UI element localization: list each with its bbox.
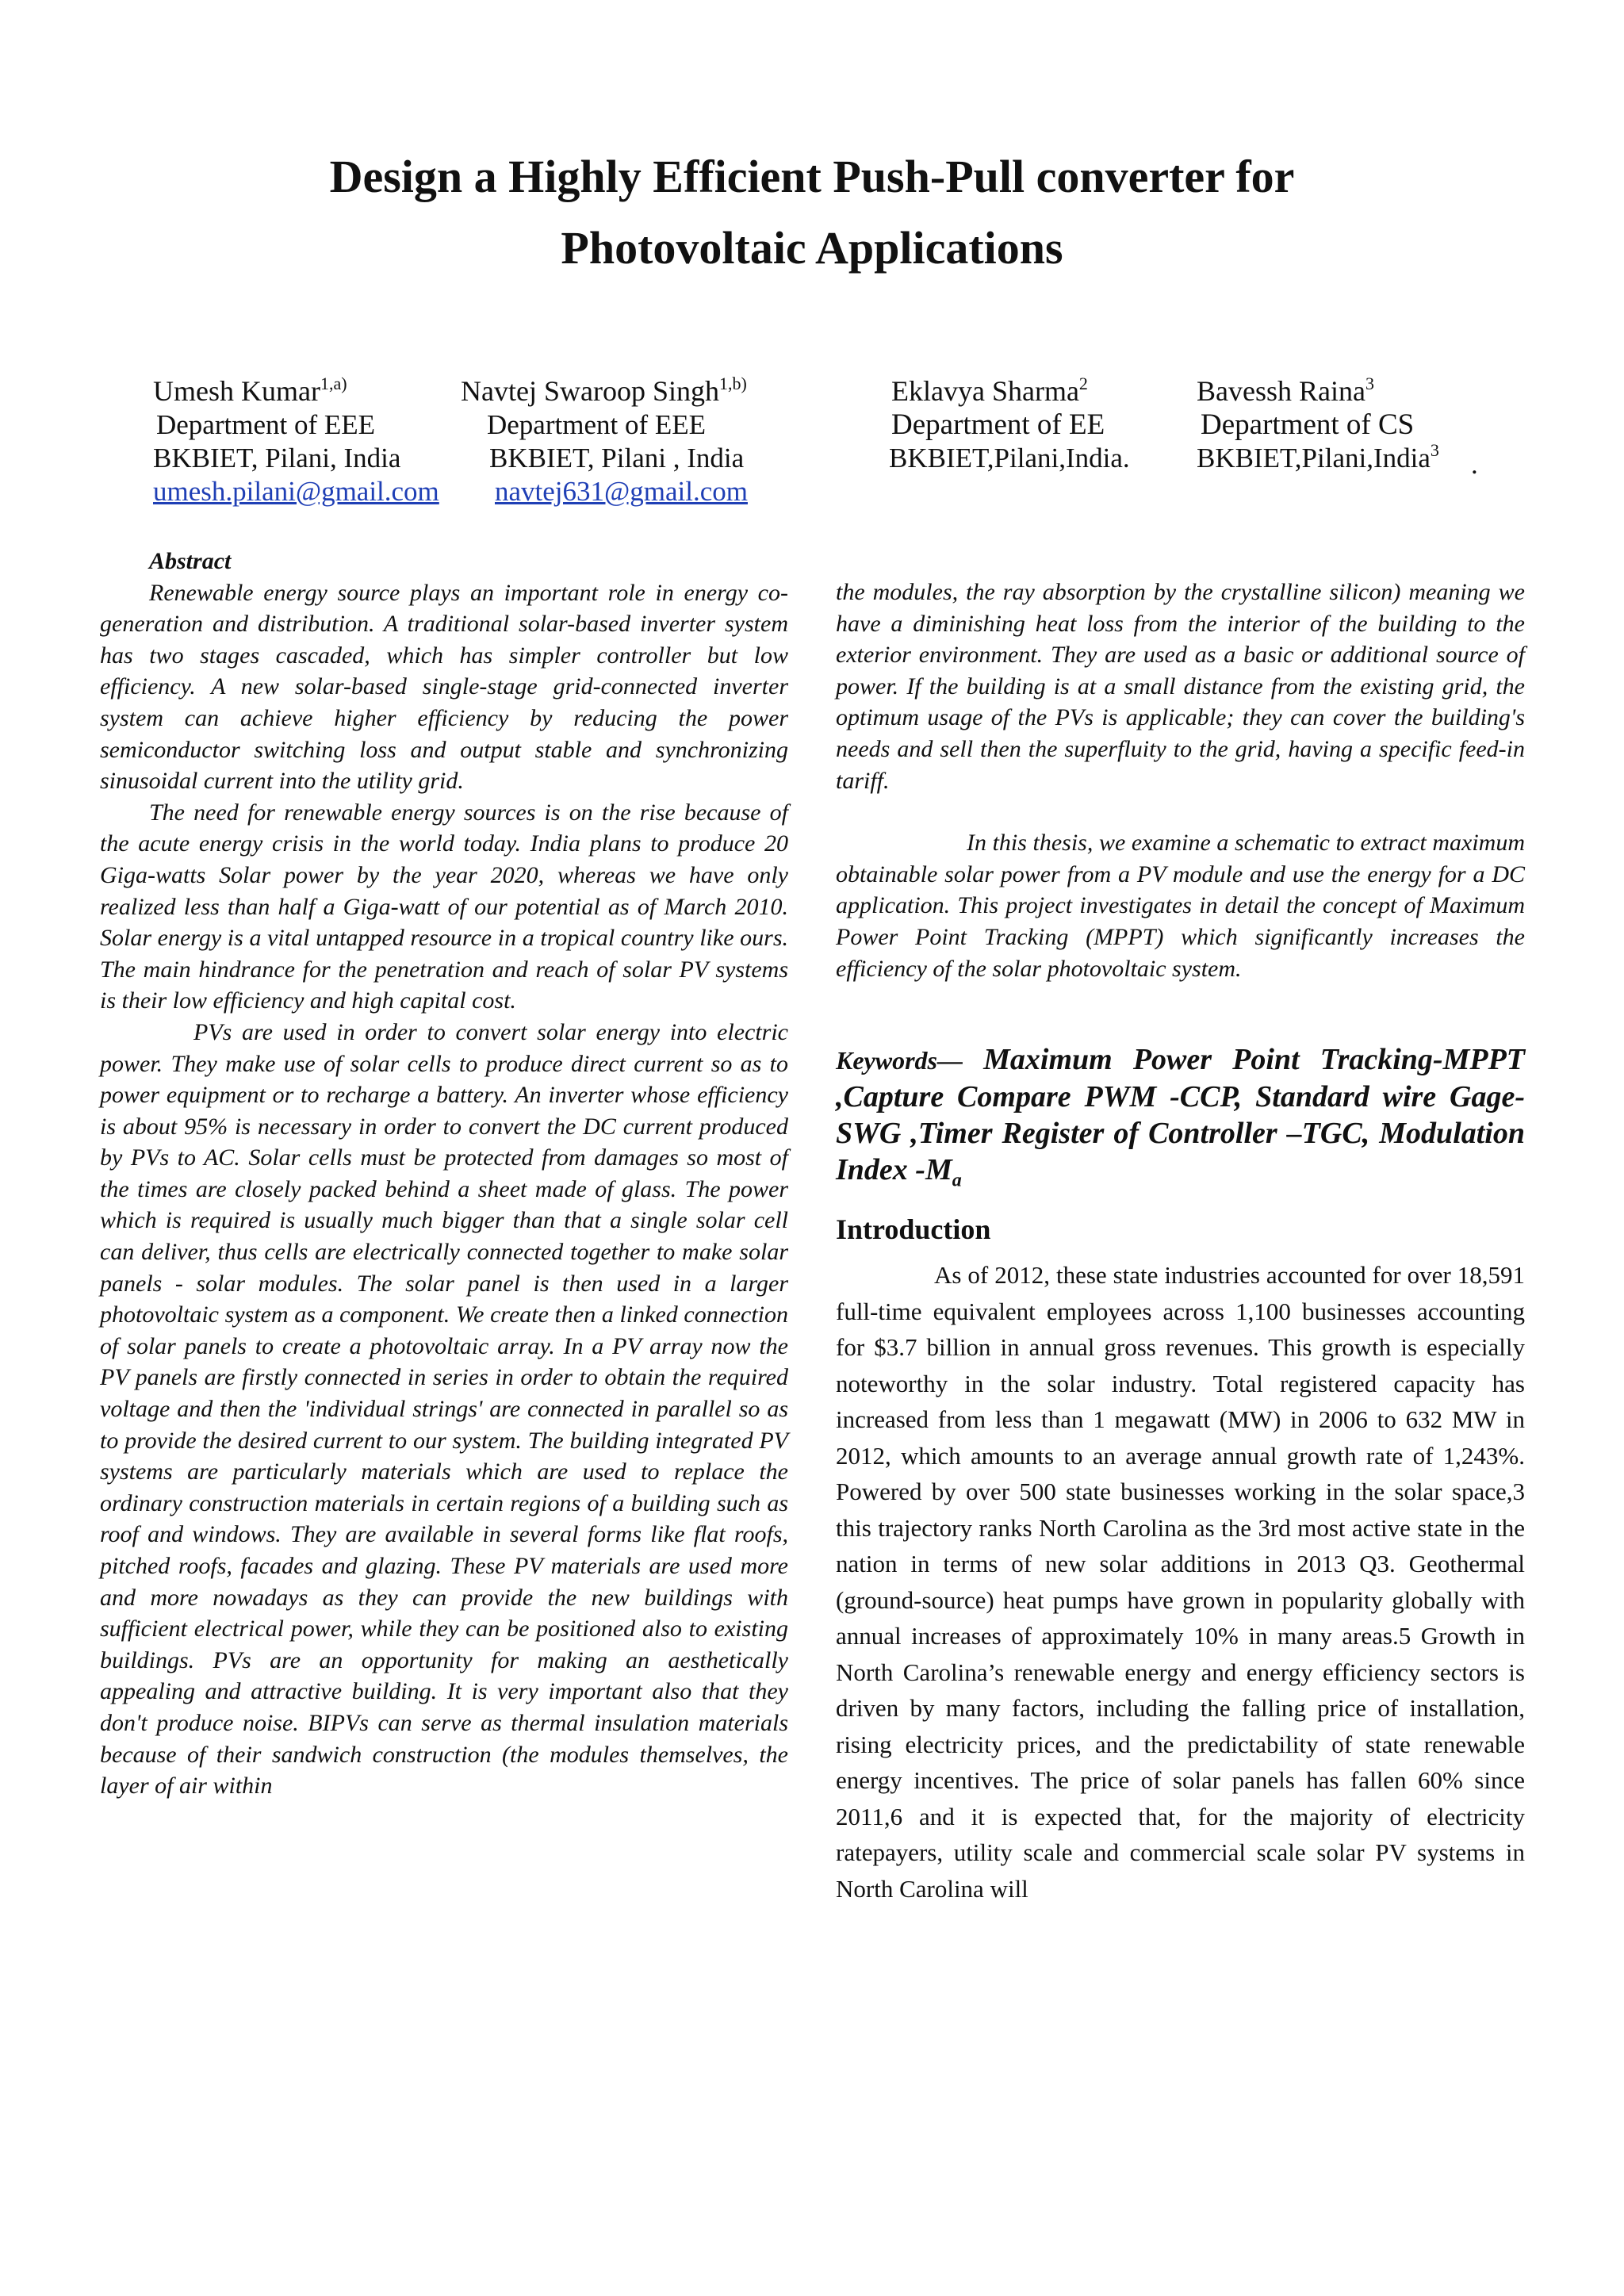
author-institution: BKBIET,Pilani,India. [889, 443, 1130, 473]
author-institution: BKBIET,Pilani,India [1197, 443, 1431, 473]
keywords [836, 1041, 1525, 1199]
author-block-3 [891, 374, 1130, 475]
author-email-link[interactable]: navtej631@gmail.com [495, 476, 748, 507]
author-name: Umesh Kumar [153, 375, 320, 407]
author-department: Department of EEE [487, 409, 707, 440]
author-department: Department of EE [891, 408, 1105, 441]
keywords-subscript: a [952, 1170, 962, 1191]
author-department: Department of CS [1201, 408, 1415, 441]
author-email-link[interactable]: umesh.pilani@gmail.com [153, 476, 439, 507]
abstract-column-left [100, 546, 788, 1802]
keywords-label: Keywords— [836, 1046, 963, 1075]
author-affiliation-mark: 2 [1078, 374, 1088, 393]
abstract-paragraph-2: The need for renewable energy sources is on the rise because of the acute energy crisis in the world today. India plans to produce 20 Giga-watts Solar power by the year 2020, whereas we have only realized less than half a Giga-watt of our potential as of March 2010. Solar energy is a vital untapped resource in a tropical country like ours. The main hindrance for the penetration and reach of solar PV systems is their low efficiency and high capital cost. [100, 799, 788, 1014]
author-affiliation-mark: 1,a) [320, 374, 347, 393]
author-department: Department of EEE [156, 409, 376, 440]
introduction-heading: Introduction [836, 1213, 991, 1245]
abstract-paragraph-3: PVs are used in order to convert solar energy into electric power. They make use of solar cells to produce direct current so as to power equipment or to recharge a battery. An inverter whose efficiency is about 95% is necessary in order to convert the DC current produced by PVs to AC. Solar cells must be protected from damages so most of the times are closely packed behind a sheet made of glass. The power which is required is usually much bigger than that a single solar cell can deliver, thus cells are electrically connected together to make solar panels - solar modules. The solar panel is then used in a larger photovoltaic system as a component. We create then a linked connection of solar panels to create a photovoltaic array. In a PV array now the PV panels are firstly connected in series in order to obtain the required voltage and then the 'individual strings' are connected in parallel so as to provide the desired current to our system. The building integrated PV systems are particularly materials which are used to replace the ordinary construction materials in certain regions of a building such as roof and windows. They are available in several forms like flat roofs, pitched roofs, facades and glazing. These PV materials are used more and more nowadays as they can provide the new buildings with sufficient electrical power, while they can be positioned also to existing buildings. PVs are an opportunity for making an aesthetically appealing and attractive building. It is very important also that they don't produce noise. BIPVs can serve as thermal insulation materials because of their sandwich construction (the modules themselves, the layer of air within [100, 1018, 788, 1800]
author-affiliation-mark: 1,b) [718, 374, 747, 393]
author-block-1 [153, 374, 439, 508]
author-name: Bavessh Raina [1197, 375, 1365, 407]
author-name: Eklavya Sharma [891, 375, 1079, 407]
title-line-2: Photovoltaic Applications [561, 222, 1063, 274]
author-name: Navtej Swaroop Singh [461, 375, 719, 407]
abstract-column-right [836, 577, 1525, 984]
stray-period: . [1471, 449, 1478, 480]
abstract-heading: Abstract [149, 548, 232, 574]
author-affiliation-mark: 3 [1365, 374, 1374, 393]
introduction-body [836, 1257, 1525, 1907]
author-institution: BKBIET, Pilani , India [489, 443, 745, 473]
paper-title [0, 141, 1624, 284]
abstract-paragraph-5: In this thesis, we examine a schematic to extract maximum obtainable solar power from a PV module and use the energy for a DC application. This project investigates in detail the concept of Maximum Power Point Tracking (MPPT) which significantly increases the efficiency of the solar photovoltaic system. [836, 830, 1525, 982]
author-block-4 [1197, 374, 1439, 475]
title-line-1: Design a Highly Efficient Push-Pull converter for [329, 151, 1295, 202]
author-institution-mark: 3 [1430, 440, 1439, 460]
abstract-paragraph-4: the modules, the ray absorption by the crystalline silicon) meaning we have a diminishing heat loss from the interior of the building to the exterior environment. They are used as a basic or additional source of power. If the building is at a small distance from the existing grid, the optimum usage of the PVs is applicable; they can cover the building's needs and sell then the superfluity to the grid, having a specific feed-in tariff. [836, 579, 1525, 794]
author-institution: BKBIET, Pilani, India [153, 443, 401, 473]
keywords-text: Maximum Power Point Tracking-MPPT ,Capture Compare PWM -CCP, Standard wire Gage-SWG ,Timer Register of Controller –TGC, Modulation Index -M [836, 1043, 1525, 1186]
author-block-2 [461, 374, 748, 508]
introduction-paragraph-1: As of 2012, these state industries accounted for over 18,591 full-time equivalent employees across 1,100 businesses accounting for $3.7 billion in annual gross revenues. This growth is especially noteworthy in the solar industry. Total registered capacity has increased from less than 1 megawatt (MW) in 2006 to 632 MW in 2012, which amounts to an average annual growth rate of 1,243%. Powered by over 500 state businesses working in the solar space,3 this trajectory ranks North Carolina as the 3rd most active state in the nation in terms of new solar additions in 2013 Q3. Geothermal (ground-source) heat pumps have grown in popularity globally with annual increases of approximately 10% in many areas.5 Growth in North Carolina’s renewable energy and energy efficiency sectors is driven by many factors, including the falling price of installation, rising electricity prices, and the predictability of state renewable energy incentives. The price of solar panels has fallen 60% since 2011,6 and it is expected that, for the majority of electricity ratepayers, utility scale and commercial scale solar PV systems in North Carolina will [836, 1261, 1525, 1903]
abstract-paragraph-1: Renewable energy source plays an important role in energy co-generation and distribution. A traditional solar-based inverter system has two stages cascaded, which has simpler controller but low efficiency. A new solar-based single-stage grid-connected inverter system can achieve higher efficiency by reducing the power semiconductor switching loss and output stable and synchronizing sinusoidal current into the utility grid. [100, 579, 788, 795]
